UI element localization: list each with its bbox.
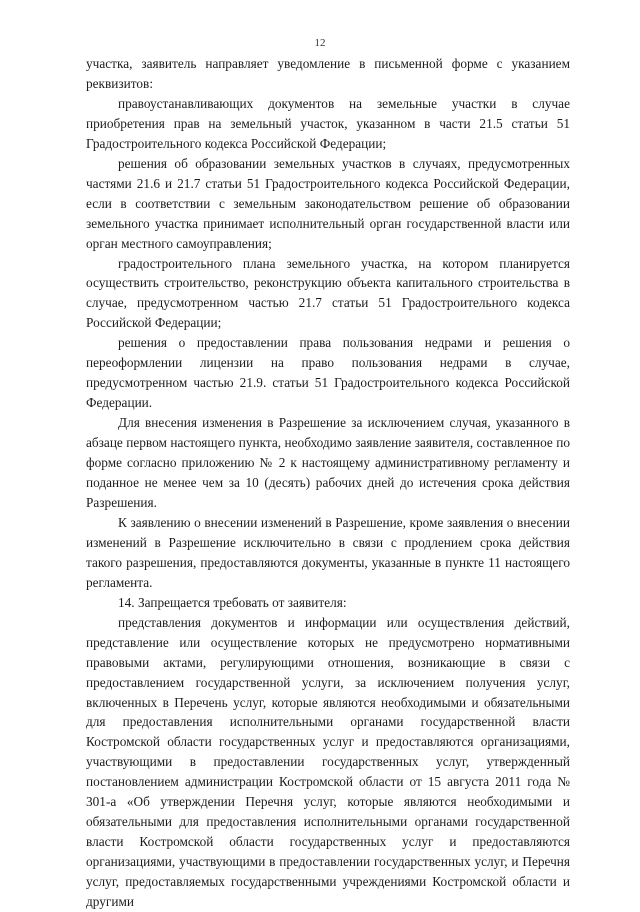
paragraph: решения об образовании земельных участков в случаях, предусмотренных частями 21.6 и 21.7 статьи 51 Градостроительного кодекса Российской Федерации, если в соответствии с земельным законодательством решение об образовании земельного участка принимает исполнительный орган государственной власти или орган местного самоуправления; [86, 155, 570, 251]
page-number: 12 [314, 37, 326, 49]
paragraph: Для внесения изменения в Разрешение за исключением случая, указанного в абзаце первом настоящего пункта, необходимо заявление заявителя, составленное по форме согласно приложению № 2 к настоящему административному регламенту и поданное не менее чем за 10 (десять) рабочих дней до истечения срока действия Разрешения. [86, 415, 570, 510]
paragraph: К заявлению о внесении изменений в Разрешение, кроме заявления о внесении изменений в Разрешение исключительно в связи с продлением срока действия такого разрешения, предоставляются документы, указанные в пункте 11 настоящего регламента. [86, 514, 570, 590]
paragraph: участка, заявитель направляет уведомление в письменной форме с указанием реквизитов: [86, 56, 570, 91]
paragraph: 14. Запрещается требовать от заявителя: [118, 594, 347, 610]
paragraph: решения о предоставлении права пользования недрами и решения о переоформлении лицензии на право пользования недрами в случае, предусмотренном частью 21.9. статьи 51 Градостроительного кодекса Российской Федерации. [86, 335, 570, 411]
paragraph: представления документов и информации или осуществления действий, представление или осуществление которых не предусмотрено нормативными правовыми актами, регулирующими отношения, возникающие в связи с предоставлением государственной услуги, за исключением получения услуг, включенных в Перечень услуг, которые являются необходимыми и обязательными для предоставления исполнительными органами государственной власти Костромской области государственных услуг и предоставляются организациями, участвующими в предоставлении государственных услуг, утвержденный постановлением администрации Костромской области от 15 августа 2011 года № 301-а «Об утверждении Перечня услуг, которые являются необходимыми и обязательными для предоставления исполнительными органами государственной власти Костромской области государственных услуг и предоставляются организациями, участвующими в предоставлении государственных услуг, и Перечня услуг, предоставляемых государственными учреждениями Костромской области и другими [86, 614, 570, 910]
paragraph: градостроительного плана земельного участка, на котором планируется осуществить строительство, реконструкцию объекта капитального строительства в случае, предусмотренном частью 21.7 статьи 51 Градостроительного кодекса Российской Федерации; [86, 255, 570, 331]
paragraph: правоустанавливающих документов на земельные участки в случае приобретения прав на земельный участок, указанном в части 21.5 статьи 51 Градостроительного кодекса Российской Федерации; [86, 95, 570, 151]
document-body [86, 54, 570, 912]
